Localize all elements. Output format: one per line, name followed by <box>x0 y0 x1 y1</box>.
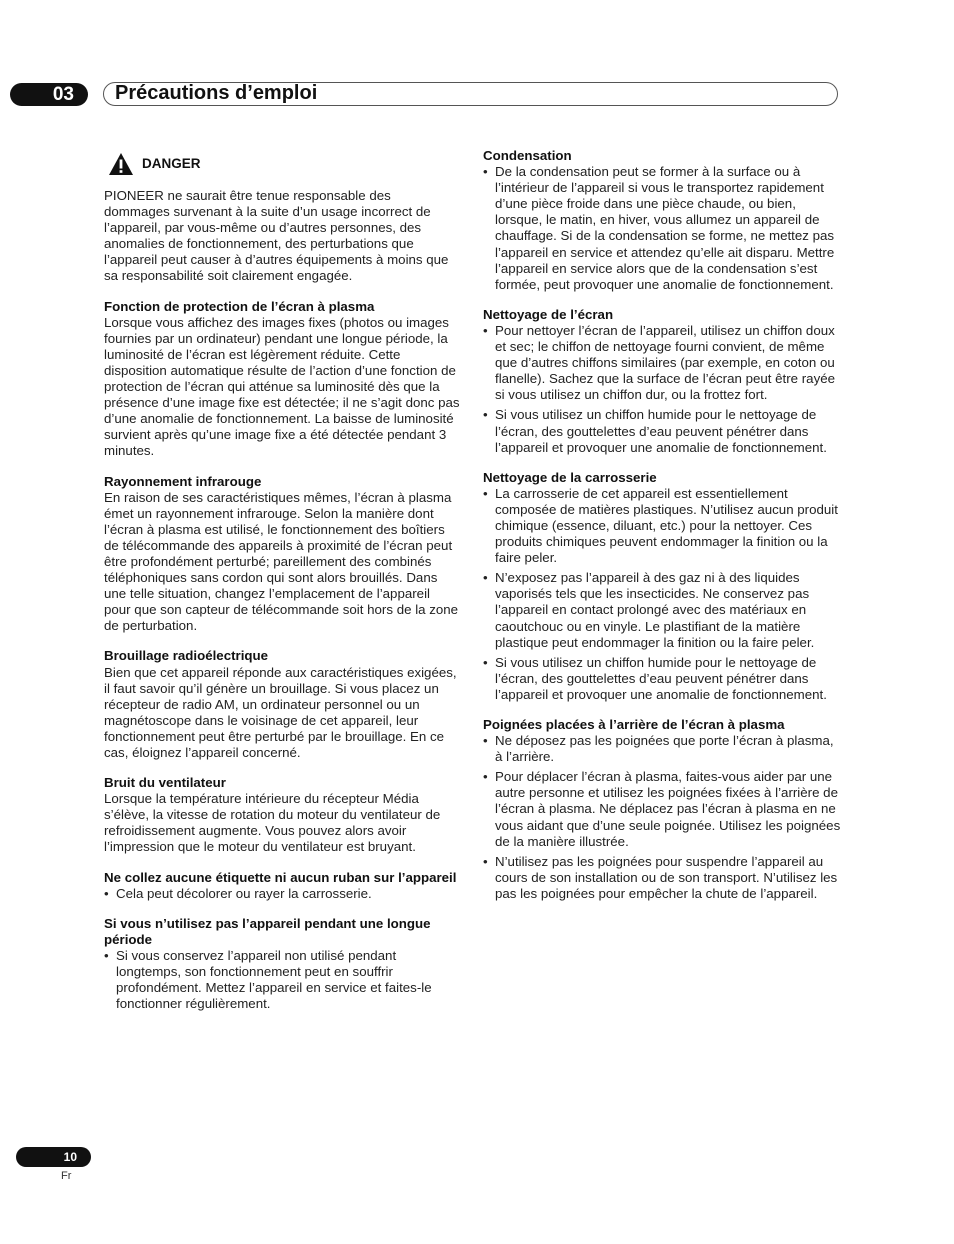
section-heading: Bruit du ventilateur <box>104 775 226 791</box>
bullet-list <box>483 733 841 902</box>
section-brouillage <box>104 648 460 761</box>
section-heading: Poignées placées à l’arrière de l’écran à plasma <box>483 717 785 732</box>
section-heading: Brouillage radioélectrique <box>104 648 269 664</box>
bullet-list <box>104 948 460 1012</box>
chapter-number-badge: 03 <box>10 83 88 106</box>
bullet-item: • Pour déplacer l’écran à plasma, faites-vous aider par une autre personne et utilisez les poignées fixées à l’arrière de l’écran à plasma. Ne déplacez pas l’écran à plasma en ne vous aidant que d’une seule poignée. Utilisez les poignées de la manière illustrée. <box>483 769 841 849</box>
right-column <box>483 148 841 916</box>
section-heading: Fonction de protection de l’écran à plasma <box>104 298 375 314</box>
section-rayonnement <box>104 474 460 635</box>
bullet-list <box>483 486 841 703</box>
section-text: Lorsque vous affichez des images fixes (photos ou images fournies par un ordinateur) pendant une longue période, la luminosité de l’écran est légèrement réduite. Cette disposition automatique résulte de l’action d’une fonction de protection de l’écran qui atténue sa luminosité dès que la présence d’une image fixe est détectée; il ne s’agit donc pas d’une anomalie de fonctionnement. La baisse de luminosité survient après qu’une image fixe a été détectée pendant 3 minutes. <box>104 314 460 459</box>
section-heading: Nettoyage de l’écran <box>483 306 614 322</box>
bullet-item: • Si vous utilisez un chiffon humide pour le nettoyage de l’écran, des gouttelettes d’eau peuvent pénétrer dans l’appareil et provoquer une anomalie de fonctionnement. <box>483 655 841 703</box>
section-text: En raison de ses caractéristiques mêmes, l’écran à plasma émet un rayonnement infrarouge. Selon la manière dont l’écran à plasma est utilisé, le fonctionnement des boîtiers de télécommande des appareils à proximité de l’écran peut être profondément perturbé; pareillement des combinés téléphoniques sans cordon qui sont alors brouillés. Dans une telle situation, changez l’emplacement de l’appareil pour que son capteur de télécommande soit hors de la zone de perturbation. <box>104 489 459 634</box>
bullet-item: • De la condensation peut se former à la surface ou à l’intérieur de l’appareil si vous le transportez rapidement d’une pièce froide dans une pièce chaude, ou bien, lorsque, le matin, en hiver, vous allumez un appareil de chauffage. Si de la condensation se forme, ne mettez pas l’appareil en service et attendez qu’elle ait disparu. Mettre l’appareil en service alors que de la condensation s’est formée, peut provoquer une anomalie de fonctionnement. <box>483 164 841 293</box>
section-heading: Ne collez aucune étiquette ni aucun ruban sur l’appareil <box>104 869 457 885</box>
section-nettoyage-carrosserie <box>483 470 841 703</box>
language-code: Fr <box>61 1170 72 1182</box>
bullet-item: • Ne déposez pas les poignées que porte l’écran à plasma, à l’arrière. <box>483 733 841 765</box>
section-longue-periode <box>104 916 460 1013</box>
bullet-item: • Si vous utilisez un chiffon humide pour le nettoyage de l’écran, des gouttelettes d’eau peuvent pénétrer dans l’appareil et provoquer une anomalie de fonctionnement. <box>483 407 841 455</box>
bullet-list <box>483 323 841 456</box>
bullet-item: • Si vous conservez l’appareil non utilisé pendant longtemps, son fonctionnement peut en souffrir profondément. Mettez l’appareil en service et faites-le fonctionner régulièrement. <box>104 948 460 1012</box>
page-number-badge: 10 <box>16 1147 91 1167</box>
page-title: Précautions d’emploi <box>115 82 318 104</box>
bullet-item: • Pour nettoyer l’écran de l’appareil, utilisez un chiffon doux et sec; le chiffon de nettoyage fourni convient, de même que d’autres chiffons similaires (par exemple, en coton ou flanelle). Sachez que la surface de l’écran peut être rayée si vous utilisez un chiffon dur, ou la frottez fort. <box>483 323 841 403</box>
bullet-item: • Cela peut décolorer ou rayer la carrosserie. <box>104 886 460 902</box>
section-nettoyage-ecran <box>483 307 841 456</box>
bullet-list <box>104 886 460 902</box>
bullet-item: • N’exposez pas l’appareil à des gaz ni à des liquides vaporisés tels que les insecticides. Ne conservez pas l’appareil en contact prolongé avec des matériaux en caoutchouc ou en vinyle. Le plastifiant de la matière plastique peut endommager la finition ou la faire peler. <box>483 570 841 650</box>
section-text: Bien que cet appareil réponde aux caractéristiques exigées, il faut savoir qu’il génère un brouillage. Si vous placez un récepteur de radio AM, un ordinateur personnel ou un magnétoscope dans le voisinage de cet appareil, leur fonctionnement peut être perturbé par le brouillage. En ce cas, éloignez l’appareil concerné. <box>104 664 457 760</box>
bullet-item: • La carrosserie de cet appareil est essentiellement composée de matières plastiques. N’utilisez aucun produit chimique (essence, diluant, etc.) pour la nettoyer. Ces produits chimiques peuvent endommager la finition ou la faire peler. <box>483 486 841 566</box>
left-column <box>104 148 460 1026</box>
section-heading: Condensation <box>483 148 572 163</box>
bullet-list <box>483 164 841 293</box>
section-heading: Rayonnement infrarouge <box>104 473 262 489</box>
section-ventilateur <box>104 775 460 855</box>
warning-triangle-icon <box>108 152 134 176</box>
section-condensation <box>483 148 841 293</box>
section-ecran-protection <box>104 299 460 460</box>
danger-title: DANGER <box>142 155 201 171</box>
section-heading: Si vous n’utilisez pas l’appareil pendant une longue période <box>104 915 431 947</box>
section-text: Lorsque la température intérieure du récepteur Média s’élève, la vitesse de rotation du moteur du ventilateur de refroidissement augmente. Vous pouvez alors avoir l’impression que le moteur du ventilateur est bruyant. <box>104 791 441 855</box>
section-poignees <box>483 717 841 902</box>
danger-header <box>108 152 460 176</box>
bullet-item: • N’utilisez pas les poignées pour suspendre l’appareil au cours de son installation ou de son transport. N’utilisez les pas les poignées pour empêcher la chute de l’appareil. <box>483 854 841 902</box>
section-etiquette <box>104 870 460 902</box>
section-heading: Nettoyage de la carrosserie <box>483 469 657 485</box>
danger-text: PIONEER ne saurait être tenue responsable des dommages survenant à la suite d’un usage incorrect de l’appareil, par vous-même ou d’autres personnes, des anomalies de fonctionnement, des perturbations que l’appareil peut causer à d’autres équipements à moins que sa responsabilité soit clairement engagée. <box>104 188 449 284</box>
